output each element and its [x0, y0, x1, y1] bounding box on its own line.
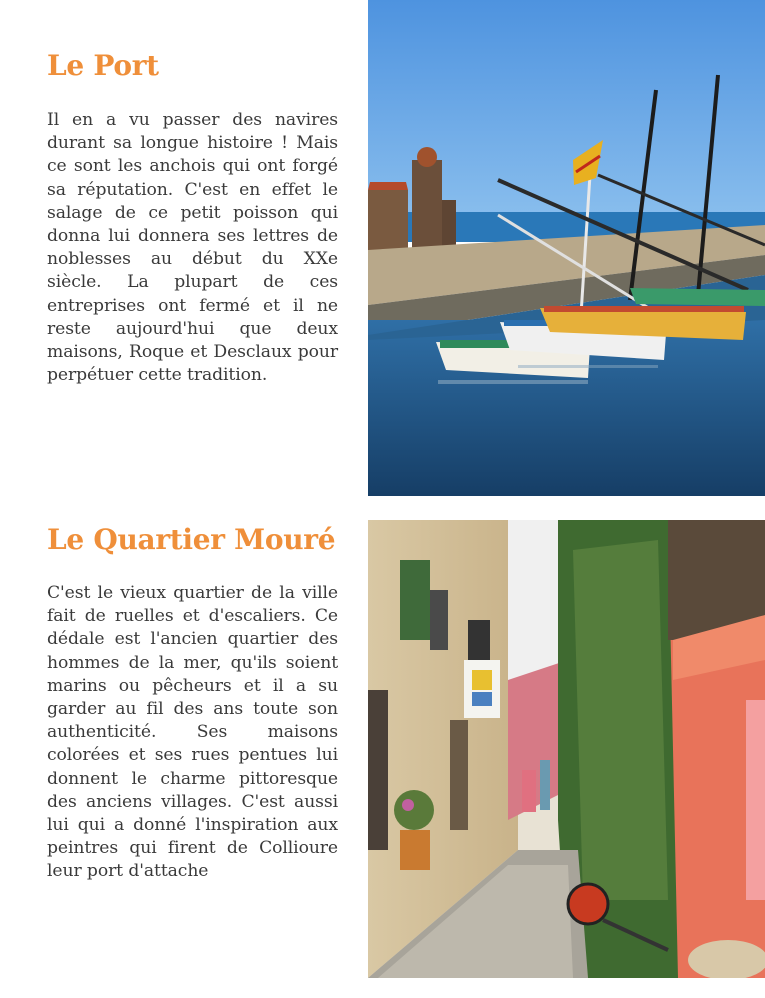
alley-street-photo — [368, 520, 765, 978]
harbor-boats-photo — [368, 0, 765, 496]
section-body-port: Il en a vu passer des navires durant sa longue histoire ! Mais ce sont les anchois qui ont forgé sa réputation. C'est en effet le salage de ce petit poisson qui donna lui donnera ses lettres de noblesses au début du XXe siècle. La plupart de ces entreprises ont fermé et il ne reste aujourd'hui que deux maisons, Roque et Desclaux pour perpétuer cette tradition. — [47, 110, 338, 386]
section-title-quartier-moure: Le Quartier Mouré — [47, 523, 336, 556]
section-title-port: Le Port — [47, 49, 159, 82]
section-body-quartier-moure: C'est le vieux quartier de la ville fait de ruelles et d'escaliers. Ce dédale est l'ancien quartier des hommes de la mer, qu'ils soient marins ou pêcheurs et il a su garder au fil des ans toute son authenticité. Ses maisons colorées et ses rues pentues lui donnent le charme pittoresque des anciens villages. C'est aussi lui qui a donné l'inspiration aux peintres qui firent de Collioure leur port d'attache — [47, 583, 338, 882]
